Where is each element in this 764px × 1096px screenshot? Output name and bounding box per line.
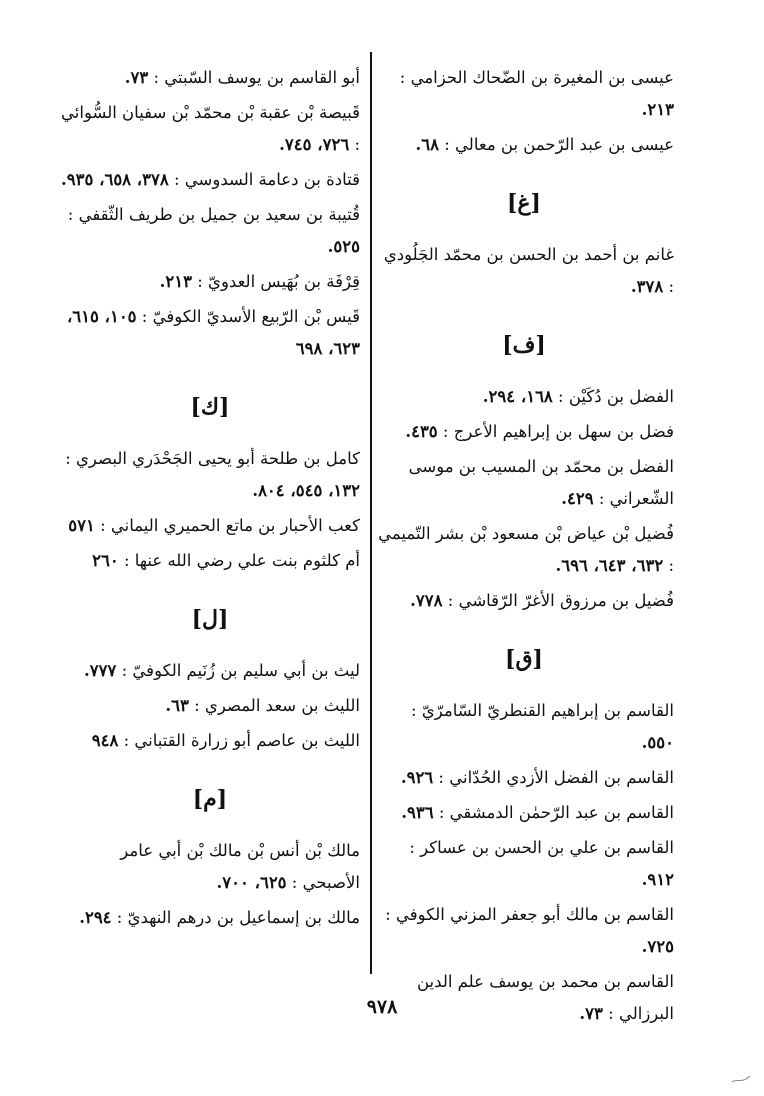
letter-heading — [60, 779, 360, 819]
entry-pages: ٩١٢. — [641, 870, 674, 889]
index-entry — [374, 381, 674, 413]
entry-name: فُضيل بْن عياض بْن مسعود بْن بشر التّميمي : — [378, 524, 674, 575]
entry-name: أبو القاسم بن يوسف السّبتي : — [153, 68, 360, 87]
index-entry — [374, 832, 674, 896]
index-entry — [374, 762, 674, 794]
entry-pages: ١٣٢، ٥٤٥، ٨٠٤. — [252, 481, 360, 500]
entry-name: قَيس بْن الرّبيع الأسديّ الكوفيّ : — [141, 307, 360, 326]
letter-heading — [374, 325, 674, 365]
entry-pages: ١٦٨، ٢٩٤. — [482, 387, 553, 406]
letter-heading — [60, 387, 360, 427]
entry-name: القاسم بن إبراهيم القنطريّ السّامرّيّ : — [411, 701, 674, 720]
index-entry — [60, 62, 360, 94]
letter-heading-label: [ك] — [190, 394, 230, 420]
letter-heading-label: [ف] — [502, 332, 546, 358]
index-entry — [60, 902, 360, 934]
entry-name: قِرْفَة بن بُهَيس العدويّ : — [197, 272, 360, 291]
index-entry — [60, 266, 360, 298]
index-entry — [60, 835, 360, 899]
entry-name: الليث بن عاصم أبو زرارة القتباني : — [123, 731, 360, 750]
index-entry — [60, 545, 360, 577]
index-entry — [374, 416, 674, 448]
entry-pages: ٦٣٢، ٦٤٣، ٦٩٦. — [555, 556, 664, 575]
entry-pages: ٩٤٨ — [91, 731, 119, 750]
entry-name: قُتيبة بن سعيد بن جميل بن طريف الثّقفي : — [67, 205, 360, 224]
entry-name: الفضل بن محمّد بن المسيب بن موسى الشّعراني : — [408, 457, 674, 508]
letter-heading — [374, 639, 674, 679]
entry-pages: ٥٢٥. — [327, 237, 360, 256]
entry-name: مالك بن إسماعيل بن درهم النهديّ : — [116, 908, 360, 927]
entry-pages: ٧٢٥. — [641, 937, 674, 956]
letter-heading — [374, 183, 674, 223]
entry-name: كعب الأحبار بن ماتع الحميري اليماني : — [100, 516, 360, 535]
entry-name: أم كلثوم بنت علي رضي الله عنها : — [123, 551, 360, 570]
entry-name: كامل بن طلحة أبو يحيى الجَحْدَري البصري : — [65, 449, 360, 468]
index-entry — [374, 62, 674, 126]
entry-pages: ٥٧١ — [68, 516, 95, 535]
entry-pages: ٩٢٦. — [400, 768, 434, 787]
entry-name: القاسم بن علي بن الحسن بن عساكر : — [409, 838, 674, 857]
entry-pages: ١٠٥، ٦١٥، ٦٢٣، ٦٩٨ — [66, 307, 360, 358]
index-entry — [60, 690, 360, 722]
index-entry — [374, 585, 674, 617]
entry-pages: ٣٧٨، ٦٥٨، ٩٣٥. — [61, 170, 169, 189]
letter-heading-label: [م] — [192, 786, 228, 812]
entry-name: القاسم بن مالك أبو جعفر المزني الكوفي : — [385, 905, 674, 924]
entry-name: قتادة بن دعامة السدوسي : — [173, 170, 360, 189]
index-entry — [60, 164, 360, 196]
letter-heading — [60, 599, 360, 639]
index-entry — [60, 655, 360, 687]
entry-name: مالك بْن أنس بْن مالك بْن أبي عامر الأصبحي : — [120, 841, 360, 892]
entry-pages: ٢٩٤. — [79, 908, 112, 927]
entry-pages: ٥٥٠. — [641, 733, 674, 752]
index-entry — [374, 518, 674, 582]
entry-pages: ٧٣. — [579, 1004, 603, 1023]
entry-name: فضل بن سهل بن إبراهيم الأعرج : — [442, 422, 674, 441]
index-entry — [374, 899, 674, 963]
entry-name: الليث بن سعد المصري : — [194, 696, 360, 715]
entry-name: عيسى بن عبد الرّحمن بن معالي : — [444, 135, 674, 154]
index-entry — [374, 695, 674, 759]
left-column — [60, 62, 360, 937]
index-entry — [60, 510, 360, 542]
entry-name: القاسم بن عبد الرّحمٰن الدمشقي : — [438, 803, 674, 822]
index-entry — [374, 129, 674, 161]
pen-mark-icon — [730, 1072, 752, 1086]
entry-pages: ٦٣. — [165, 696, 189, 715]
index-entry — [60, 199, 360, 263]
entry-name: القاسم بن محمد بن يوسف علم الدين البرزالي : — [417, 972, 674, 1023]
index-entry — [374, 797, 674, 829]
entry-pages: ٧٣. — [124, 68, 149, 87]
entry-pages: ٢١٣. — [159, 272, 192, 291]
entry-pages: ٩٣٦. — [401, 803, 434, 822]
entry-pages: ٢١٣. — [641, 100, 674, 119]
column-divider — [370, 52, 372, 974]
entry-name: فُضيل بن مرزوق الأغرّ الرّقاشي : — [447, 591, 674, 610]
entry-pages: ٧٢٦، ٧٤٥. — [279, 135, 350, 154]
entry-name: قَبيصة بْن عقبة بْن محمّد بْن سفيان السُّوائي : — [61, 103, 360, 154]
letter-heading-label: [غ] — [507, 190, 541, 216]
entry-name: القاسم بن الفضل الأزدي الحُدّاني : — [438, 768, 674, 787]
entry-name: عيسى بن المغيرة بن الضّحاك الحزامي : — [399, 68, 674, 87]
letter-heading-label: [ق] — [505, 646, 543, 672]
entry-pages: ٤٣٥. — [405, 422, 438, 441]
entry-pages: ٦٢٥، ٧٠٠. — [216, 873, 287, 892]
entry-pages: ٢٦٠ — [92, 551, 119, 570]
entry-name: غانم بن أحمد بن الحسن بن محمّد الجَلُودي : — [383, 245, 674, 296]
entry-pages: ٣٧٨. — [630, 277, 664, 296]
entry-pages: ٧٧٧. — [84, 661, 117, 680]
index-entry — [60, 725, 360, 757]
right-column — [374, 62, 674, 1033]
entry-pages: ٦٨. — [415, 135, 439, 154]
index-entry — [60, 97, 360, 161]
entry-name: ليث بن أبي سليم بن زُنَيم الكوفيّ : — [121, 661, 360, 680]
letter-heading-label: [ل] — [191, 606, 229, 632]
page-number: ٩٧٨ — [366, 996, 398, 1018]
entry-pages: ٤٢٩. — [561, 489, 594, 508]
index-entry — [60, 443, 360, 507]
index-entry — [374, 451, 674, 515]
entry-name: الفضل بن دُكَيْن : — [558, 387, 674, 406]
entry-pages: ٧٧٨. — [410, 591, 443, 610]
index-entry — [60, 301, 360, 365]
index-entry — [374, 239, 674, 303]
